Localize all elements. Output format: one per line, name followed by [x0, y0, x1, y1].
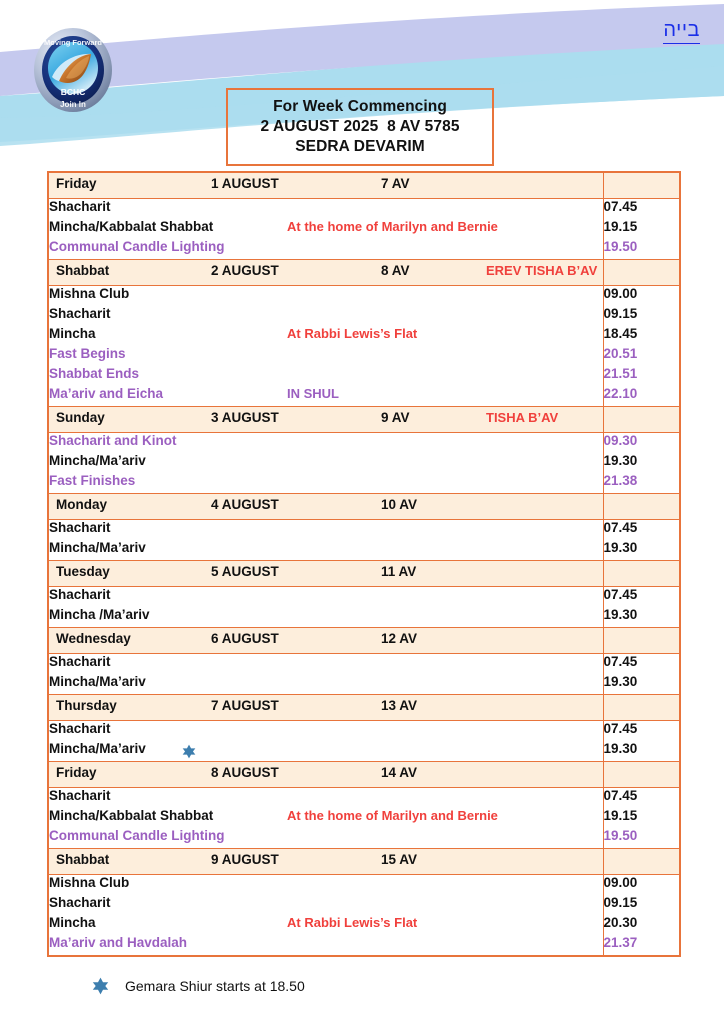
day-header-row: [48, 494, 680, 520]
day-name: Friday: [56, 765, 97, 780]
event-line: [49, 721, 603, 741]
day-hebrew-date: 9 AV: [381, 410, 410, 425]
events-cell: [48, 654, 603, 695]
times-cell: [603, 587, 680, 628]
day-name: Tuesday: [56, 564, 110, 579]
event-name: Mincha/Ma’ariv: [49, 453, 146, 468]
day-header-cell: [48, 849, 603, 875]
day-date: 2 AUGUST: [211, 263, 279, 278]
day-events-row: [48, 721, 680, 762]
day-name: Friday: [56, 176, 97, 191]
event-line: [49, 239, 603, 259]
event-name: Shabbat Ends: [49, 366, 140, 381]
day-events-row: [48, 286, 680, 407]
day-header-time-cell: [603, 172, 680, 199]
day-header-row: [48, 849, 680, 875]
day-header-cell: [48, 561, 603, 587]
event-time: 21.38: [603, 473, 638, 488]
event-line: [49, 473, 603, 493]
logo-bottom-text: Join In: [60, 100, 86, 109]
times-cell: [603, 875, 680, 957]
day-events-row: [48, 587, 680, 628]
event-time: 09.00: [603, 286, 638, 301]
day-events-row: [48, 433, 680, 494]
event-name: Communal Candle Lighting: [49, 828, 225, 843]
day-header-cell: [48, 172, 603, 199]
star-of-david-icon: [182, 744, 196, 759]
event-time: 18.45: [603, 326, 638, 341]
footer-note: [92, 977, 305, 995]
day-header-cell: [48, 762, 603, 788]
event-time: 07.45: [603, 587, 638, 602]
bchc-logo: [33, 27, 113, 113]
event-location-note: At Rabbi Lewis’s Flat: [287, 915, 418, 930]
event-time: 09.15: [603, 895, 638, 910]
events-cell: [48, 788, 603, 849]
day-name: Thursday: [56, 698, 117, 713]
event-name: Mishna Club: [49, 875, 130, 890]
event-line: [49, 366, 603, 386]
event-line: [49, 808, 603, 828]
day-header-cell: [48, 494, 603, 520]
logo-center-text: BCHC: [60, 87, 86, 97]
event-line: [49, 587, 603, 607]
event-time: 22.10: [603, 386, 638, 401]
times-cell: [603, 721, 680, 762]
day-date: 3 AUGUST: [211, 410, 279, 425]
day-header-time-cell: [603, 561, 680, 587]
event-time: 19.30: [603, 674, 638, 689]
day-events-row: [48, 199, 680, 260]
day-header-time-cell: [603, 762, 680, 788]
event-line: [49, 828, 603, 848]
star-of-david-icon: [92, 977, 109, 995]
day-header-row: [48, 695, 680, 721]
event-line: [49, 607, 603, 627]
day-date: 5 AUGUST: [211, 564, 279, 579]
event-time: 09.15: [603, 306, 638, 321]
event-line: [49, 286, 603, 306]
logo-top-text: Moving Forward: [44, 38, 102, 47]
event-time: 07.45: [603, 520, 638, 535]
day-hebrew-date: 15 AV: [381, 852, 418, 867]
event-line: [49, 386, 603, 406]
day-name: Monday: [56, 497, 108, 512]
event-name: Fast Begins: [49, 346, 126, 361]
times-cell: [603, 433, 680, 494]
day-header-cell: [48, 260, 603, 286]
event-name: Shacharit: [49, 788, 111, 803]
day-header-row: [48, 762, 680, 788]
day-special-note: TISHA B’AV: [486, 410, 559, 425]
day-header-row: [48, 260, 680, 286]
day-name: Shabbat: [56, 263, 110, 278]
event-line: [49, 915, 603, 935]
event-time: 19.15: [603, 808, 638, 823]
events-cell: [48, 520, 603, 561]
event-name: Ma’ariv and Eicha: [49, 386, 164, 401]
event-name: Mincha/Ma’ariv: [49, 741, 146, 756]
event-time: 07.45: [603, 721, 638, 736]
event-line: [49, 540, 603, 560]
event-line: [49, 326, 603, 346]
event-time: 19.50: [603, 828, 638, 843]
event-line: [49, 520, 603, 540]
day-header-time-cell: [603, 494, 680, 520]
event-name: Mincha/Ma’ariv: [49, 540, 146, 555]
events-cell: [48, 721, 603, 762]
event-line: [49, 346, 603, 366]
event-line: [49, 741, 603, 761]
event-name: Fast Finishes: [49, 473, 136, 488]
event-line: [49, 895, 603, 915]
day-header-time-cell: [603, 695, 680, 721]
event-name: Mincha: [49, 915, 96, 930]
event-time: 19.50: [603, 239, 638, 254]
event-line: [49, 306, 603, 326]
event-line: [49, 433, 603, 453]
event-line: [49, 199, 603, 219]
event-line: [49, 219, 603, 239]
event-name: Shacharit: [49, 654, 111, 669]
event-line: [49, 935, 603, 955]
day-date: 1 AUGUST: [211, 176, 279, 191]
event-time: 19.15: [603, 219, 638, 234]
events-cell: [48, 286, 603, 407]
day-events-row: [48, 875, 680, 957]
event-time: 07.45: [603, 788, 638, 803]
day-events-row: [48, 654, 680, 695]
footer-note-text: Gemara Shiur starts at 18.50: [125, 978, 305, 994]
day-header-time-cell: [603, 407, 680, 433]
events-cell: [48, 199, 603, 260]
events-cell: [48, 587, 603, 628]
title-line-2: 2 AUGUST 2025 8 AV 5785: [260, 118, 460, 135]
day-name: Shabbat: [56, 852, 110, 867]
event-name: Mincha/Kabbalat Shabbat: [49, 219, 214, 234]
day-date: 7 AUGUST: [211, 698, 279, 713]
event-name: Shacharit and Kinot: [49, 433, 177, 448]
event-time: 20.51: [603, 346, 638, 361]
day-header-cell: [48, 695, 603, 721]
event-name: Mincha /Ma’ariv: [49, 607, 150, 622]
times-cell: [603, 520, 680, 561]
week-title-box: [226, 88, 494, 166]
event-line: [49, 875, 603, 895]
day-events-row: [48, 788, 680, 849]
day-hebrew-date: 14 AV: [381, 765, 418, 780]
event-name: Mincha/Kabbalat Shabbat: [49, 808, 214, 823]
event-location-note: At the home of Marilyn and Bernie: [287, 808, 498, 823]
day-date: 6 AUGUST: [211, 631, 279, 646]
day-hebrew-date: 10 AV: [381, 497, 418, 512]
day-header-row: [48, 561, 680, 587]
day-header-row: [48, 172, 680, 199]
day-hebrew-date: 11 AV: [381, 564, 417, 579]
event-name: Shacharit: [49, 587, 111, 602]
day-header-row: [48, 407, 680, 433]
event-time: 20.30: [603, 915, 638, 930]
event-line: [49, 453, 603, 473]
event-line: [49, 654, 603, 674]
event-name: Mishna Club: [49, 286, 130, 301]
event-time: 19.30: [603, 540, 638, 555]
event-name: Shacharit: [49, 306, 111, 321]
day-hebrew-date: 8 AV: [381, 263, 410, 278]
event-time: 09.30: [603, 433, 638, 448]
hebrew-bsd-text: בייה: [663, 19, 700, 44]
event-time: 07.45: [603, 199, 638, 214]
event-line: [49, 674, 603, 694]
weekly-schedule-table: [47, 171, 681, 957]
event-time: 19.30: [603, 607, 638, 622]
times-cell: [603, 788, 680, 849]
event-time: 09.00: [603, 875, 638, 890]
event-name: Shacharit: [49, 520, 111, 535]
event-time: 21.51: [603, 366, 638, 381]
day-name: Wednesday: [56, 631, 131, 646]
day-events-row: [48, 520, 680, 561]
event-location-note: At Rabbi Lewis’s Flat: [287, 326, 418, 341]
event-time: 07.45: [603, 654, 638, 669]
event-name: Shacharit: [49, 721, 111, 736]
event-name: Shacharit: [49, 895, 111, 910]
event-name: Mincha: [49, 326, 96, 341]
day-header-row: [48, 628, 680, 654]
event-line: [49, 788, 603, 808]
day-header-time-cell: [603, 849, 680, 875]
day-date: 9 AUGUST: [211, 852, 279, 867]
times-cell: [603, 199, 680, 260]
times-cell: [603, 654, 680, 695]
day-hebrew-date: 13 AV: [381, 698, 418, 713]
event-name: Ma’ariv and Havdalah: [49, 935, 188, 950]
day-hebrew-date: 7 AV: [381, 176, 410, 191]
event-location-note: IN SHUL: [287, 386, 339, 401]
day-hebrew-date: 12 AV: [381, 631, 418, 646]
day-special-note: EREV TISHA B’AV: [486, 263, 598, 278]
title-line-3: SEDRA DEVARIM: [295, 138, 425, 155]
event-name: Mincha/Ma’ariv: [49, 674, 146, 689]
events-cell: [48, 433, 603, 494]
day-date: 8 AUGUST: [211, 765, 279, 780]
event-time: 21.37: [603, 935, 638, 950]
event-time: 19.30: [603, 741, 638, 756]
event-time: 19.30: [603, 453, 638, 468]
events-cell: [48, 875, 603, 957]
event-location-note: At the home of Marilyn and Bernie: [287, 219, 498, 234]
day-date: 4 AUGUST: [211, 497, 279, 512]
day-header-cell: [48, 407, 603, 433]
day-name: Sunday: [56, 410, 105, 425]
title-line-1: For Week Commencing: [273, 98, 447, 115]
day-header-time-cell: [603, 628, 680, 654]
times-cell: [603, 286, 680, 407]
event-name: Communal Candle Lighting: [49, 239, 225, 254]
event-name: Shacharit: [49, 199, 111, 214]
day-header-cell: [48, 628, 603, 654]
day-header-time-cell: [603, 260, 680, 286]
